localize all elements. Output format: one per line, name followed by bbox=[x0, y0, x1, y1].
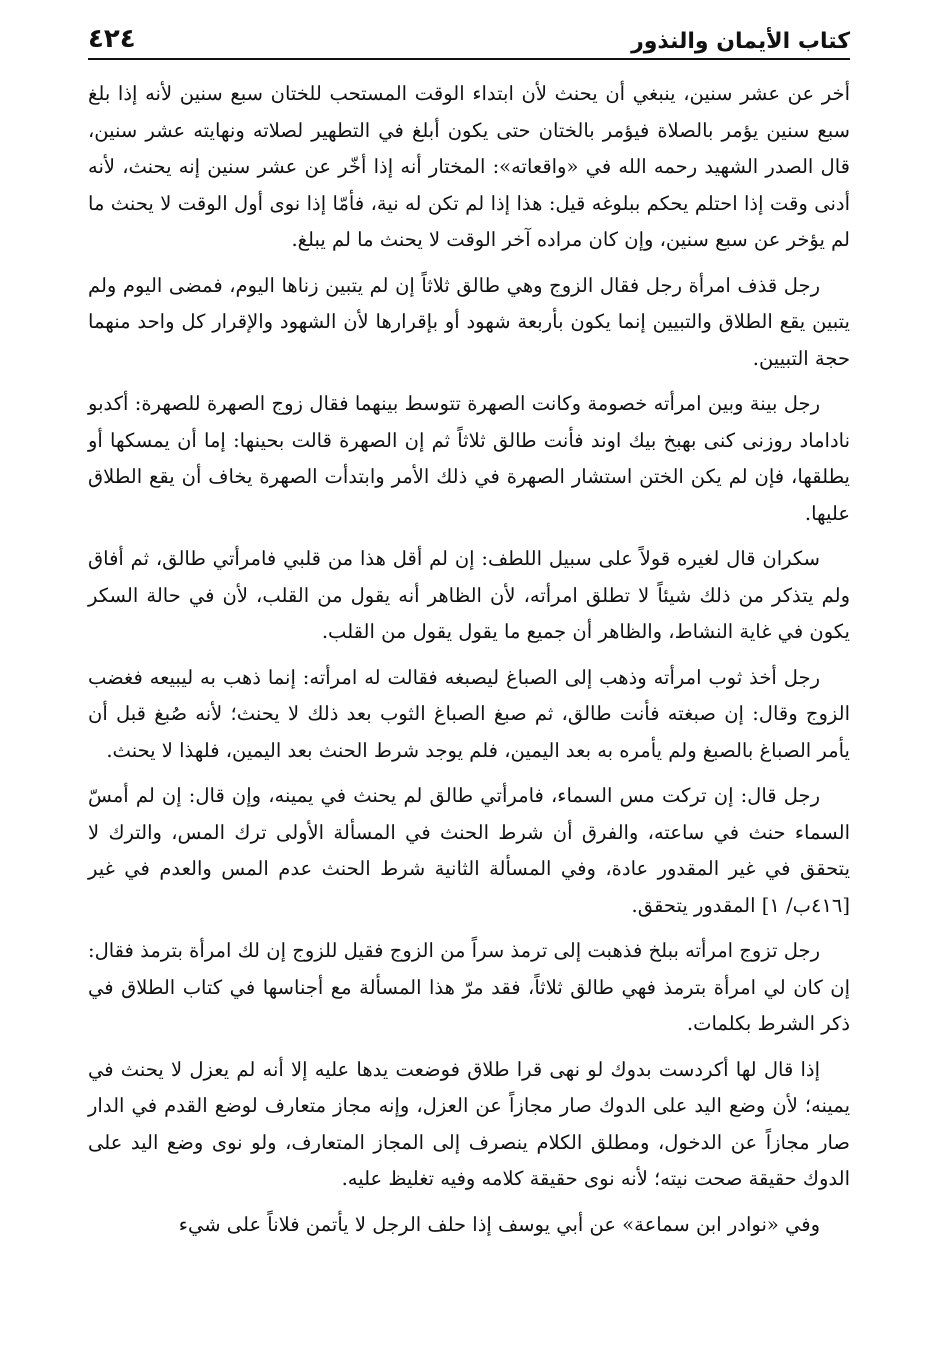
paragraph: رجل قذف امرأة رجل فقال الزوج وهي طالق ثلاثاً إن لم يتبين زناها اليوم، فمضى اليوم ولم يتبين يقع الطلاق والتبيين إنما يكون بأربعة شهود أو بإقرارها لأن الشهود والإقرار كل واحد منهما حجة التبيين. bbox=[88, 273, 850, 370]
paragraph: سكران قال لغيره قولاً على سبيل اللطف: إن لم أقل هذا من قلبي فامرأتي طالق، ثم أفاق ولم يتذكر من ذلك شيئاً لا تطلق امرأته، لأن الظاهر أنه يقول من القلب، لأن في حالة السكر يكون في غاية النشاط، والظاهر أن جميع ما يقول يقول من القلب. bbox=[88, 547, 850, 643]
paragraph: أخر عن عشر سنين، ينبغي أن يحنث لأن ابتداء الوقت المستحب للختان سبع سنين لأنه إذا بلغ سبع سنين يؤمر بالصلاة فيؤمر بالختان حتى يكون أبلغ في التطهير لصلاته ونهايته عشر سنين، قال الصدر الشهيد رحمه الله في «واقعاته»: المختار أنه إذا أخّر عن عشر سنين إنه يحنث، لأنه أدنى وقت إذا احتلم يحكم ببلوغه قيل: هذا إذا لم تكن له نية، فأمّا إذا نوى أول الوقت لا يحنث ما لم يؤخر عن سبع سنين، وإن كان مراده آخر الوقت لا يحنث ما لم يبلغ. bbox=[88, 82, 850, 251]
running-title: كتاب الأيمان والنذور bbox=[631, 29, 850, 54]
page-number: ٤٢٤ bbox=[88, 24, 136, 54]
paragraph: رجل بينة وبين امرأته خصومة وكانت الصهرة تتوسط بينهما فقال زوج الصهرة للصهرة: أكدبو ناداماد روزنى كنى بهبخ بيك اوند فأنت طالق ثلاثاً ثم إن الصهرة قالت بحينها: إما أن يمسكها أو يطلقها، فإن لم يكن الختن استشار الصهرة في ذلك الأمر وابتدأت الصهرة يخاف أن يقع الطلاق عليها. bbox=[88, 392, 850, 525]
paragraph: رجل تزوج امرأته ببلخ فذهبت إلى ترمذ سراً من الزوج فقيل للزوج إن لك امرأة بترمذ فقال: إن كان لي امرأة بترمذ فهي طالق ثلاثاً، فقد مرّ هذا المسألة مع أجناسها في كتاب الطلاق في ذكر الشرط بكلمات. bbox=[88, 939, 850, 1035]
paragraph: وفي «نوادر ابن سماعة» عن أبي يوسف إذا حلف الرجل لا يأتمن فلاناً على شيء bbox=[178, 1212, 820, 1236]
paragraph: رجل أخذ ثوب امرأته وذهب إلى الصباغ ليصبغه فقالت له امرأته: إنما ذهب به ليبيعه فغضب الزوج وقال: إن صبغته فأنت طالق، ثم صبغ الصباغ الثوب بعد ذلك لا يحنث؛ لأنه صُبغ قبل أن يأمر الصباغ بالصبغ ولم يأمره به بعد اليمين، فلم يوجد شرط الحنث بعد اليمين، فلهذا لا يحنث. bbox=[88, 665, 850, 762]
body-text bbox=[88, 76, 850, 1243]
paragraph: إذا قال لها أكردست بدوك لو نهى قرا طلاق فوضعت يدها عليه إلا أنه لم يعزل لا يحنث في يمينه؛ لأن وضع اليد على الدوك صار مجازاً عن العزل، وإنه مجاز متعارف لوضع القدم في الدار صار مجازاً عن الدخول، ومطلق الكلام ينصرف إلى المجاز المتعارف، ولو نوى وضع اليد على الدوك حقيقة صحت نيته؛ لأنه نوى حقيقة كلامه وفيه تغليظ عليه. bbox=[88, 1057, 850, 1190]
page-header bbox=[88, 14, 850, 60]
paragraph: رجل قال: إن تركت مس السماء، فامرأتي طالق لم يحنث في يمينه، وإن قال: إن لم أمسّ السماء حنث في ساعته، والفرق أن شرط الحنث في المسألة الأولى ترك المس، والترك لا يتحقق في غير المقدور عادة، وفي المسألة الثانية شرط الحنث عدم المس والعدم في غير [٤١٦ب/ ١] المقدور يتحقق. bbox=[88, 784, 850, 917]
